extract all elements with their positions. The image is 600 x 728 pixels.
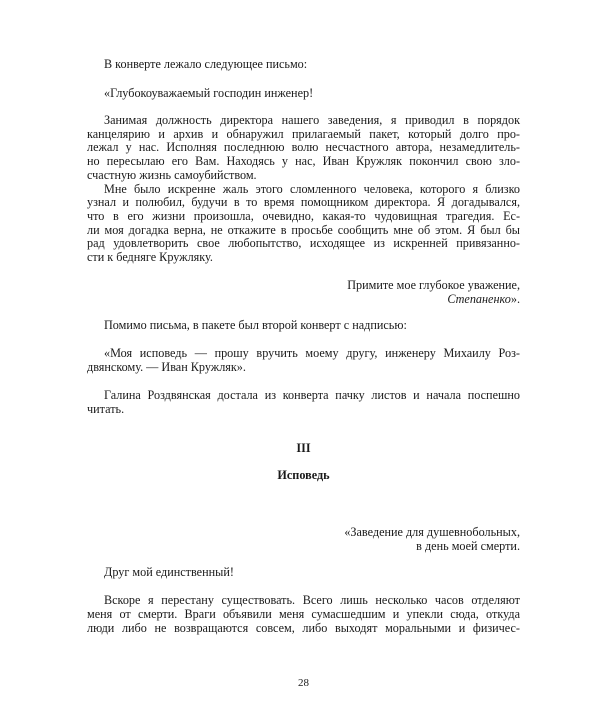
page-number: 28 bbox=[298, 677, 309, 689]
letter-closing: Примите мое глубокое уважение, bbox=[347, 278, 520, 292]
letter-line: канцелярию и архив и обнаружил прилагаемый пакет, который долго про- bbox=[87, 126, 520, 141]
letter-line: Мне было искренне жаль этого сломленного человека, которого я близко bbox=[104, 181, 520, 196]
signature-name: Степаненко bbox=[447, 292, 511, 306]
place-line: «Заведение для душевнобольных, bbox=[344, 525, 520, 539]
letter-line: но пересылаю его Вам. Находясь у нас, Иван Кружляк покончил свою зло- bbox=[87, 154, 520, 169]
galina-line: читать. bbox=[87, 402, 125, 416]
intro-line: В конверте лежало следующее письмо: bbox=[104, 57, 308, 71]
galina-line: Галина Роздвянская достала из конверта пачку листов и начала поспешно bbox=[104, 388, 520, 402]
date-line: в день моей смерти. bbox=[416, 539, 520, 553]
letter-line: лежал у нас. Исполняя последнюю волю несчастного автора, незамедлитель- bbox=[87, 140, 520, 155]
inscription-line: «Моя исповедь — прошу вручить моему другу, инженеру Михаилу Роз- bbox=[104, 346, 520, 360]
letter-line: ли моя догадка верна, не откажите в просьбе сообщить мне об этом. Я был бы bbox=[87, 222, 520, 237]
chapter-title: Исповедь bbox=[277, 468, 330, 482]
confession-line: люди либо не возвращаются совсем, либо выходят моральными и физичес- bbox=[87, 621, 520, 635]
signature-end: ». bbox=[510, 292, 520, 306]
second-envelope-line: Помимо письма, в пакете был второй конверт с надписью: bbox=[104, 318, 407, 332]
greeting: Друг мой единственный! bbox=[104, 565, 234, 579]
confession-line: Вскоре я перестану существовать. Всего лишь несколько часов отделяют bbox=[104, 593, 520, 607]
chapter-number: III bbox=[296, 441, 311, 455]
letter-line: Занимая должность директора нашего заведения, я приводил в порядок bbox=[104, 113, 520, 127]
salutation: «Глубокоуважаемый господин инженер! bbox=[104, 86, 314, 100]
inscription-line: двянскому. — Иван Кружляк». bbox=[87, 360, 246, 374]
confession-line: меня от смерти. Враги объявили меня сумасшедшим и упекли сюда, откуда bbox=[87, 607, 520, 621]
letter-line: счастную жизнь самоубийством. bbox=[87, 167, 257, 182]
letter-line: рад удовлетворить свое любопытство, исходящее из искренней привязанно- bbox=[87, 236, 520, 251]
letter-line: узнал и полюбил, будучи в то время помощником директора. Я догадывался, bbox=[87, 195, 520, 210]
letter-signature bbox=[87, 292, 520, 306]
letter-line: что в его жизни произошла, очевидно, какая-то чудовищная трагедия. Ес- bbox=[87, 208, 520, 223]
letter-line: сти к бедняге Кружляку. bbox=[87, 250, 213, 264]
